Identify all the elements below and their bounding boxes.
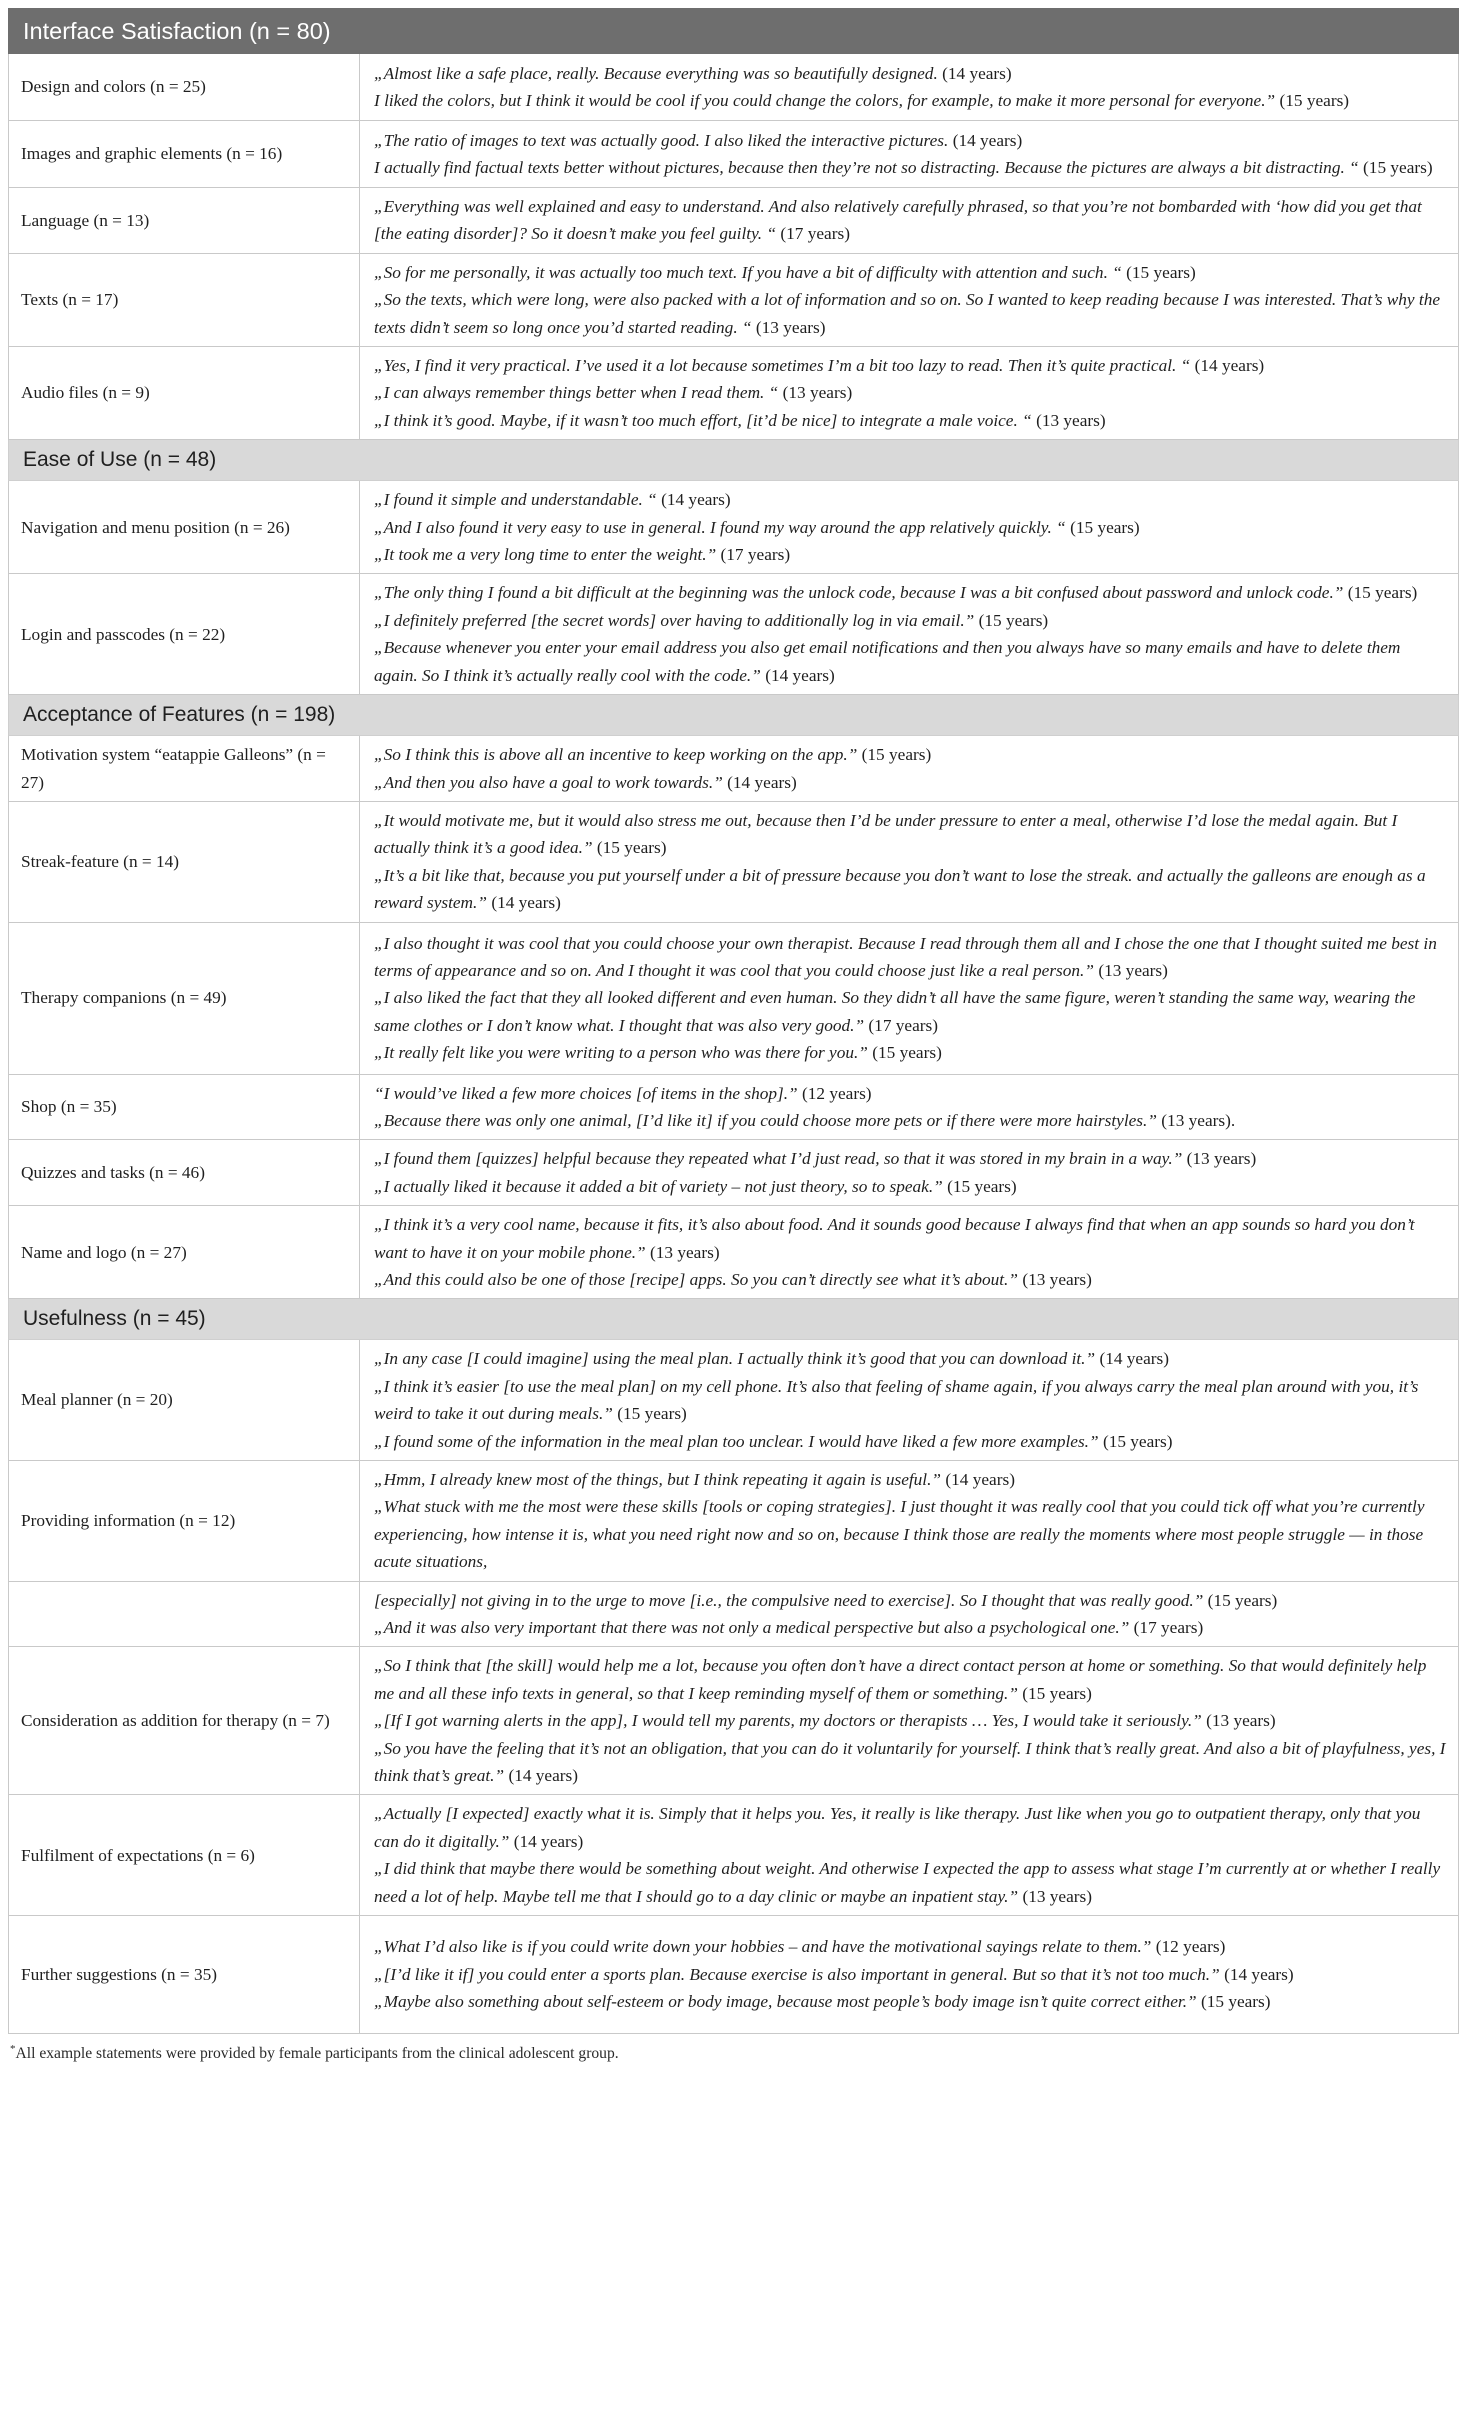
quote-line [374, 1211, 1446, 1266]
quote-line [374, 1266, 1446, 1293]
quote-line [374, 741, 1446, 768]
section-header-row [9, 440, 1459, 481]
quote-line [374, 769, 1446, 796]
quote-line [374, 930, 1446, 985]
participant-age: (14 years) [1224, 1964, 1294, 1984]
quote-text: „I found it simple and understandable. “ [374, 490, 657, 510]
quote-line [374, 286, 1446, 341]
footnote-mark: * [10, 2043, 16, 2056]
participant-age: (14 years) [491, 893, 561, 913]
quote-text: I liked the colors, but I think it would be cool if you could change the colors, for example, to make it more personal for everyone.” [374, 91, 1276, 110]
participant-age: (17 years) [1133, 1618, 1204, 1638]
participant-age: (15 years) [978, 610, 1049, 630]
participant-age: (15 years) [1022, 1683, 1092, 1703]
quote-line [374, 1345, 1446, 1372]
participant-age: (13 years) [755, 317, 826, 337]
participant-age: (13 years) [782, 383, 853, 403]
quote-cell [360, 121, 1459, 188]
participant-age: (15 years) [1207, 1590, 1278, 1610]
table-row [9, 188, 1459, 254]
participant-age: (12 years) [801, 1083, 872, 1103]
category-cell: Language (n = 13) [9, 188, 360, 254]
quote-line [374, 87, 1446, 114]
quote-text: „So you have the feeling that it’s not an obligation, that you can do it voluntarily for yourself. I think that’s really great. And also a bit of playfulness, yes, I think that’s great.” [374, 1738, 1446, 1786]
participant-age: (14 years) [508, 1766, 579, 1786]
participant-age: (15 years) [1070, 517, 1140, 537]
quote-text: [especially] not giving in to the urge to move [i.e., the compulsive need to exercise]. So I thought that was really good.” [374, 1590, 1204, 1610]
table-row [9, 1074, 1459, 1140]
quote-cell [360, 54, 1459, 121]
category-cell: Further suggestions (n = 35) [9, 1916, 360, 2034]
quote-line [374, 1107, 1446, 1134]
participant-age: (13 years) [1098, 960, 1168, 980]
quote-text: „I actually liked it because it added a bit of variety – not just theory, so to speak.” [374, 1176, 943, 1196]
section-header-row [9, 9, 1459, 54]
quote-cell [360, 1647, 1459, 1795]
quote-text: „Hmm, I already knew most of the things, but I think repeating it again is useful.” [374, 1470, 942, 1489]
quote-line [374, 154, 1446, 181]
participant-age: (15 years) [861, 745, 932, 765]
section-title: Ease of Use (n = 48) [9, 440, 1459, 481]
quote-text: „Almost like a safe place, really. Because everything was so beautifully designed. [374, 63, 938, 83]
quote-line [374, 1855, 1446, 1910]
quote-line [374, 1614, 1446, 1641]
table-row [9, 1340, 1459, 1461]
table-row [9, 1581, 1459, 1647]
participant-age: (15 years) [947, 1176, 1017, 1196]
category-cell: Fulfilment of expectations (n = 6) [9, 1795, 360, 1916]
quote-line [374, 1988, 1446, 2015]
quote-cell [360, 574, 1459, 695]
quote-cell [360, 801, 1459, 922]
section-header-row [9, 695, 1459, 736]
quote-line [374, 1707, 1446, 1734]
participant-age: (15 years) [1363, 158, 1433, 177]
quote-line [374, 1080, 1446, 1107]
quote-text: „In any case [I could imagine] using the meal plan. I actually think it’s good that you can download it.” [374, 1349, 1096, 1369]
quote-cell [360, 347, 1459, 440]
quote-cell [360, 1581, 1459, 1647]
quote-line [374, 514, 1446, 541]
category-cell: Motivation system “eatappie Galleons” (n = 27) [9, 736, 360, 802]
quote-line [374, 60, 1446, 87]
participant-age: (15 years) [872, 1043, 942, 1063]
participant-age: (13 years) [1206, 1711, 1276, 1731]
section-header-row [9, 1299, 1459, 1340]
quote-text: „I think it’s a very cool name, because it fits, it’s also about food. And it sounds good because I always find that when an app sounds so hard you don’t want to have it on your mobile phone.” [374, 1215, 1415, 1262]
quote-line [374, 541, 1446, 568]
quote-text: „I definitely preferred [the secret words] over having to additionally log in via email.” [374, 610, 975, 630]
section-title: Usefulness (n = 45) [9, 1299, 1459, 1340]
table-row [9, 121, 1459, 188]
quote-text: „I think it’s good. Maybe, if it wasn’t too much effort, [it’d be nice] to integrate a male voice. “ [374, 410, 1032, 430]
category-cell: Meal planner (n = 20) [9, 1340, 360, 1461]
quote-text: I actually find factual texts better without pictures, because then they’re not so distracting. Because the pictures are always a bit distracting. “ [374, 158, 1359, 177]
participant-age: (14 years) [945, 1470, 1015, 1489]
quote-text: „The only thing I found a bit difficult at the beginning was the unlock code, because I was a bit confused about password and unlock code.” [374, 583, 1344, 603]
table-row [9, 253, 1459, 346]
participant-age: (15 years) [1347, 583, 1418, 603]
quote-cell [360, 1074, 1459, 1140]
quote-text: „And I also found it very easy to use in general. I found my way around the app relatively quickly. “ [374, 517, 1066, 537]
quote-cell [360, 253, 1459, 346]
participant-age: (15 years) [1200, 1992, 1271, 2012]
quote-text: „So the texts, which were long, were also packed with a lot of information and so on. So I wanted to keep reading because I was interested. That’s why the texts didn’t seem so long once you’d started reading. “ [374, 290, 1441, 337]
quote-text: „And it was also very important that there was not only a medical perspective but also a psychological one.” [374, 1618, 1130, 1638]
table-row [9, 574, 1459, 695]
quote-line [374, 984, 1446, 1039]
quote-text: „And then you also have a goal to work towards.” [374, 772, 723, 792]
quote-line [374, 379, 1446, 406]
quote-line [374, 1652, 1446, 1707]
category-cell: Design and colors (n = 25) [9, 54, 360, 121]
category-cell: Login and passcodes (n = 22) [9, 574, 360, 695]
category-cell: Therapy companions (n = 49) [9, 922, 360, 1074]
participant-age: (17 years) [720, 545, 791, 565]
category-cell: Streak-feature (n = 14) [9, 801, 360, 922]
table-row [9, 347, 1459, 440]
quote-line [374, 1587, 1446, 1614]
quote-cell [360, 1916, 1459, 2034]
quote-text: „Yes, I find it very practical. I’ve used it a lot because sometimes I’m a bit too lazy to read. Then it’s quite practical. “ [374, 356, 1191, 376]
quote-text: „Because there was only one animal, [I’d like it] if you could choose more pets or if there were more hairstyles.” [374, 1110, 1157, 1130]
participant-age: (13 years) [1022, 1269, 1092, 1289]
results-table [8, 8, 1459, 2034]
quote-line [374, 607, 1446, 634]
participant-age: (13 years) [1186, 1149, 1257, 1169]
quote-text: „So I think that [the skill] would help me a lot, because you often don’t have a direct contact person at home or something. So that would definitely help me and all these info texts in general, so that I keep reminding myself of them or something.” [374, 1656, 1427, 1703]
participant-age: (14 years) [942, 63, 1012, 83]
participant-age: (15 years) [596, 838, 667, 858]
quote-line [374, 352, 1446, 379]
category-cell: Images and graphic elements (n = 16) [9, 121, 360, 188]
table-row [9, 1140, 1459, 1206]
table-row [9, 922, 1459, 1074]
table-footnote [10, 2043, 1460, 2063]
participant-age: (13 years). [1161, 1110, 1236, 1130]
quote-text: „So for me personally, it was actually too much text. If you have a bit of difficulty with attention and such. “ [374, 262, 1122, 282]
participant-age: (17 years) [780, 224, 850, 244]
participant-age: (14 years) [513, 1831, 584, 1851]
quote-text: „Everything was well explained and easy to understand. And also relatively carefully phrased, so that you’re not bombarded with ‘how did you get that [the eating disorder]? So it doesn’t make you feel guilty. “ [374, 197, 1422, 244]
quote-line [374, 1173, 1446, 1200]
quote-cell [360, 1206, 1459, 1299]
quote-cell [360, 922, 1459, 1074]
quote-line [374, 862, 1446, 917]
quote-line [374, 259, 1446, 286]
participant-age: (14 years) [727, 772, 797, 792]
participant-age: (13 years) [650, 1242, 720, 1262]
quote-text: „I did think that maybe there would be something about weight. And otherwise I expected the app to assess what stage I’m currently at or whether I really need a lot of help. Maybe tell me that I should go to a day clinic or maybe an inpatient stay.” [374, 1859, 1441, 1906]
quote-line [374, 807, 1446, 862]
section-title: Acceptance of Features (n = 198) [9, 695, 1459, 736]
quote-text: „I found them [quizzes] helpful because they repeated what I’d just read, so that it was stored in my brain in a way.” [374, 1149, 1183, 1169]
quote-cell [360, 188, 1459, 254]
quote-text: „It really felt like you were writing to a person who was there for you.” [374, 1043, 868, 1063]
table-row [9, 1461, 1459, 1582]
quote-text: „Actually [I expected] exactly what it is. Simply that it helps you. Yes, it really is like therapy. Just like when you go to outpatient therapy, only that you can do it digitally.” [374, 1804, 1421, 1851]
quote-text: „It would motivate me, but it would also stress me out, because then I’d be under pressure to enter a meal, otherwise I’d lose the medal again. But I actually think it’s a good idea.” [374, 810, 1398, 858]
quote-text: „I can always remember things better when I read them. “ [374, 383, 779, 403]
participant-age: (13 years) [1022, 1886, 1093, 1906]
quote-line [374, 1800, 1446, 1855]
category-cell: Consideration as addition for therapy (n = 7) [9, 1647, 360, 1795]
category-cell [9, 1581, 360, 1647]
category-cell: Shop (n = 35) [9, 1074, 360, 1140]
quote-line [374, 1039, 1446, 1066]
category-cell: Texts (n = 17) [9, 253, 360, 346]
quote-line [374, 1961, 1446, 1988]
participant-age: (15 years) [1279, 91, 1350, 110]
table-row [9, 481, 1459, 574]
quote-text: „What I’d also like is if you could write down your hobbies – and have the motivational sayings relate to them.” [374, 1937, 1152, 1957]
table-row [9, 1647, 1459, 1795]
quote-text: „I found some of the information in the meal plan too unclear. I would have liked a few more examples.” [374, 1431, 1099, 1451]
quote-cell [360, 1461, 1459, 1582]
category-cell: Providing information (n = 12) [9, 1461, 360, 1582]
category-cell: Navigation and menu position (n = 26) [9, 481, 360, 574]
quote-cell [360, 1795, 1459, 1916]
quote-line [374, 1373, 1446, 1428]
participant-age: (15 years) [1102, 1431, 1173, 1451]
quote-line [374, 407, 1446, 434]
participant-age: (13 years) [1036, 410, 1106, 430]
quote-line [374, 1145, 1446, 1172]
quote-line [374, 579, 1446, 606]
section-title: Interface Satisfaction (n = 80) [9, 9, 1459, 54]
category-cell: Audio files (n = 9) [9, 347, 360, 440]
quote-text: „I also liked the fact that they all looked different and even human. So they didn’t all have the same figure, weren’t standing the same way, wearing the same clothes or I don’t know what. I thought that was also very good.” [374, 988, 1416, 1035]
table-body [9, 9, 1459, 2034]
participant-age: (15 years) [1126, 262, 1196, 282]
participant-age: (17 years) [868, 1015, 938, 1035]
quote-text: „What stuck with me the most were these skills [tools or coping strategies]. I just thought it was really cool that you could tick off what you’re currently experiencing, how intense it is, what you need right now and so on, because I think those are really the moments where most people struggle — in those acute situations, [374, 1497, 1425, 1572]
quote-line [374, 1735, 1446, 1790]
quote-text: „And this could also be one of those [recipe] apps. So you can’t directly see what it’s about.” [374, 1269, 1018, 1289]
category-cell: Quizzes and tasks (n = 46) [9, 1140, 360, 1206]
participant-age: (15 years) [617, 1404, 687, 1424]
quote-cell [360, 736, 1459, 802]
participant-age: (14 years) [1099, 1349, 1170, 1369]
table-row [9, 1206, 1459, 1299]
table-row [9, 54, 1459, 121]
quote-text: „Because whenever you enter your email address you also get email notifications and then you always have so many emails and have to delete them again. So I think it’s actually really cool with the code.” [374, 638, 1401, 685]
quote-text: „I also thought it was cool that you could choose your own therapist. Because I read through them all and I chose the one that I thought suited me best in terms of appearance and so on. And I thought it was cool that you could choose just like a real person.” [374, 933, 1437, 980]
quote-text: „It’s a bit like that, because you put yourself under a bit of pressure because you don’t want to lose the streak. and actually the galleons are enough as a reward system.” [374, 865, 1426, 913]
table-row [9, 1795, 1459, 1916]
table-row [9, 1916, 1459, 2034]
quote-line [374, 1933, 1446, 1960]
quote-cell [360, 481, 1459, 574]
quote-line [374, 1466, 1446, 1493]
quote-line [374, 486, 1446, 513]
participant-age: (14 years) [1194, 356, 1265, 376]
quote-text: „So I think this is above all an incentive to keep working on the app.” [374, 745, 858, 765]
participant-age: (14 years) [952, 130, 1023, 150]
quote-text: „[If I got warning alerts in the app], I would tell my parents, my doctors or therapists … Yes, I would take it seriously.” [374, 1711, 1202, 1731]
quote-cell [360, 1140, 1459, 1206]
table-row [9, 801, 1459, 922]
participant-age: (12 years) [1155, 1937, 1226, 1957]
quote-line [374, 193, 1446, 248]
quote-text: „It took me a very long time to enter the weight.” [374, 545, 717, 565]
footnote-text: All example statements were provided by female participants from the clinical adolescent group. [15, 2045, 619, 2063]
quote-text: „[I’d like it if] you could enter a sports plan. Because exercise is also important in general. But so that it’s not too much.” [374, 1964, 1220, 1984]
quote-line [374, 127, 1446, 154]
quote-cell [360, 1340, 1459, 1461]
quote-text: „I think it’s easier [to use the meal plan] on my cell phone. It’s also that feeling of shame again, if you always carry the meal plan around with you, it’s weird to take it out during meals.” [374, 1376, 1419, 1424]
quote-line [374, 1428, 1446, 1455]
participant-age: (14 years) [765, 665, 835, 685]
participant-age: (14 years) [661, 490, 731, 510]
quote-line [374, 634, 1446, 689]
table-row [9, 736, 1459, 802]
quote-text: “I would’ve liked a few more choices [of items in the shop].” [374, 1083, 798, 1103]
quote-line [374, 1493, 1446, 1575]
quote-text: „The ratio of images to text was actually good. I also liked the interactive pictures. [374, 130, 949, 150]
category-cell: Name and logo (n = 27) [9, 1206, 360, 1299]
quote-text: „Maybe also something about self-esteem or body image, because most people’s body image isn’t quite correct either.” [374, 1992, 1197, 2012]
